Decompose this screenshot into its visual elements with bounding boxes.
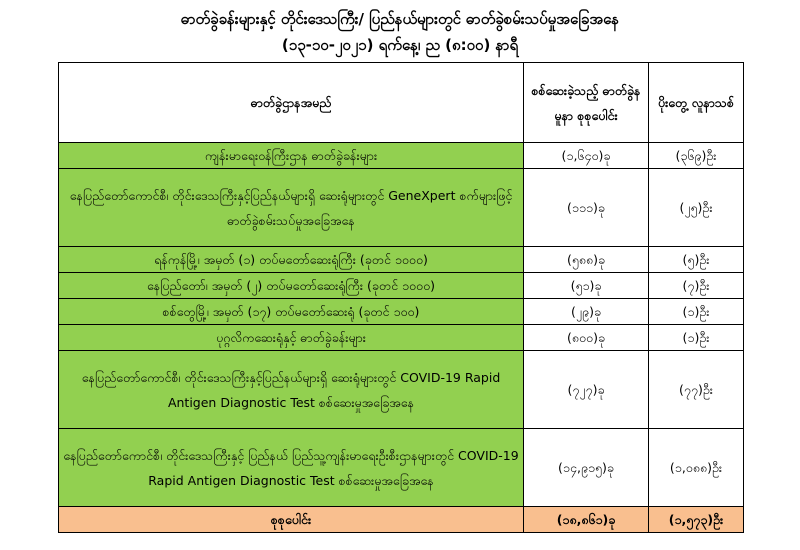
table-row bbox=[59, 299, 744, 325]
table-row bbox=[59, 351, 744, 429]
row-positive: (၂၅)ဦး bbox=[649, 169, 744, 247]
row-positive: (၃၆၉)ဦး bbox=[649, 143, 744, 169]
row-lab-name: နေပြည်တော်ကောင်စီ၊ တိုင်းဒေသကြီးနှင့်ပြည်နယ်များရှိ ဆေးရုံများတွင် COVID-19 Rapid Antigen Diagnostic Test စစ်ဆေးမှုအခြေအနေ bbox=[59, 351, 524, 429]
row-tested: (၈၀၀)ခု bbox=[524, 325, 649, 351]
row-lab-name: စစ်တွေမြို့၊ အမှတ် (၁၇) တပ်မတော်ဆေးရုံ (ခုတင် ၁၀၀) bbox=[59, 299, 524, 325]
lab-testing-table bbox=[58, 62, 744, 533]
report-date: (၁၃-၁၀-၂၀၂၁) ရက်နေ့၊ ည (၈:၀၀) နာရီ bbox=[281, 36, 519, 54]
row-positive: (၇၇)ဦး bbox=[649, 351, 744, 429]
row-tested: (၅၁)ခု bbox=[524, 273, 649, 299]
row-lab-name: နေပြည်တော်ကောင်စီ၊ တိုင်းဒေသကြီးနှင့်ပြည်နယ်များရှိ ဆေးရုံများတွင် GeneXpert စက်များဖြင့် ဓာတ်ခွဲစမ်းသပ်မှုအခြေအနေ bbox=[59, 169, 524, 247]
row-positive: (၁)ဦး bbox=[649, 325, 744, 351]
header-lab-name: ဓာတ်ခွဲဌာနအမည် bbox=[59, 63, 524, 143]
table-row bbox=[59, 247, 744, 273]
row-tested: (၂၉)ခု bbox=[524, 299, 649, 325]
table-header-row bbox=[59, 63, 744, 143]
table-row bbox=[59, 169, 744, 247]
row-positive: (၇)ဦး bbox=[649, 273, 744, 299]
row-lab-name: ကျန်းမာရေးဝန်ကြီးဌာန ဓာတ်ခွဲခန်းများ bbox=[59, 143, 524, 169]
total-label: စုစုပေါင်း bbox=[59, 507, 524, 533]
table-row bbox=[59, 273, 744, 299]
row-positive: (၁)ဦး bbox=[649, 299, 744, 325]
row-tested: (၅၈၈)ခု bbox=[524, 247, 649, 273]
row-tested: (၇၂၇)ခု bbox=[524, 351, 649, 429]
total-positive: (၁,၅၇၃)ဦး bbox=[649, 507, 744, 533]
total-tested: (၁၈,၈၆၁)ခု bbox=[524, 507, 649, 533]
row-positive: (၅)ဦး bbox=[649, 247, 744, 273]
row-lab-name: ရန်ကုန်မြို့၊ အမှတ် (၁) တပ်မတော်ဆေးရုံကြီး (ခုတင် ၁၀၀၀) bbox=[59, 247, 524, 273]
header-positive: ပိုးတွေ့ လူနာသစ် bbox=[649, 63, 744, 143]
row-tested: (၁,၆၄၀)ခု bbox=[524, 143, 649, 169]
table-row bbox=[59, 143, 744, 169]
report-title: ဓာတ်ခွဲခန်းများနှင့် တိုင်းဒေသကြီး/ ပြည်နယ်များတွင် ဓာတ်ခွဲစမ်းသပ်မှုအခြေအနေ bbox=[180, 10, 620, 28]
row-lab-name: ပုဂ္ဂလိကဆေးရုံနှင့် ဓာတ်ခွဲခန်းများ bbox=[59, 325, 524, 351]
row-lab-name: နေပြည်တော်ကောင်စီ၊ တိုင်းဒေသကြီးနှင့် ပြည်နယ် ပြည်သူ့ကျန်းမာရေးဦးစီးဌာနများတွင် COVID-19 Rapid Antigen Diagnostic Test စစ်ဆေးမှုအခြေအနေ bbox=[59, 429, 524, 507]
table-total-row bbox=[59, 507, 744, 533]
row-lab-name: နေပြည်တော်၊ အမှတ် (၂) တပ်မတော်ဆေးရုံကြီး (ခုတင် ၁၀၀၀) bbox=[59, 273, 524, 299]
row-positive: (၁,၀၈၈)ဦး bbox=[649, 429, 744, 507]
table-row bbox=[59, 325, 744, 351]
row-tested: (၁၄,၉၁၅)ခု bbox=[524, 429, 649, 507]
table-row bbox=[59, 429, 744, 507]
row-tested: (၁၁၁)ခု bbox=[524, 169, 649, 247]
header-tested: စစ်ဆေးခဲ့သည့် ဓာတ်ခွဲနမူနာ စုစုပေါင်း bbox=[524, 63, 649, 143]
